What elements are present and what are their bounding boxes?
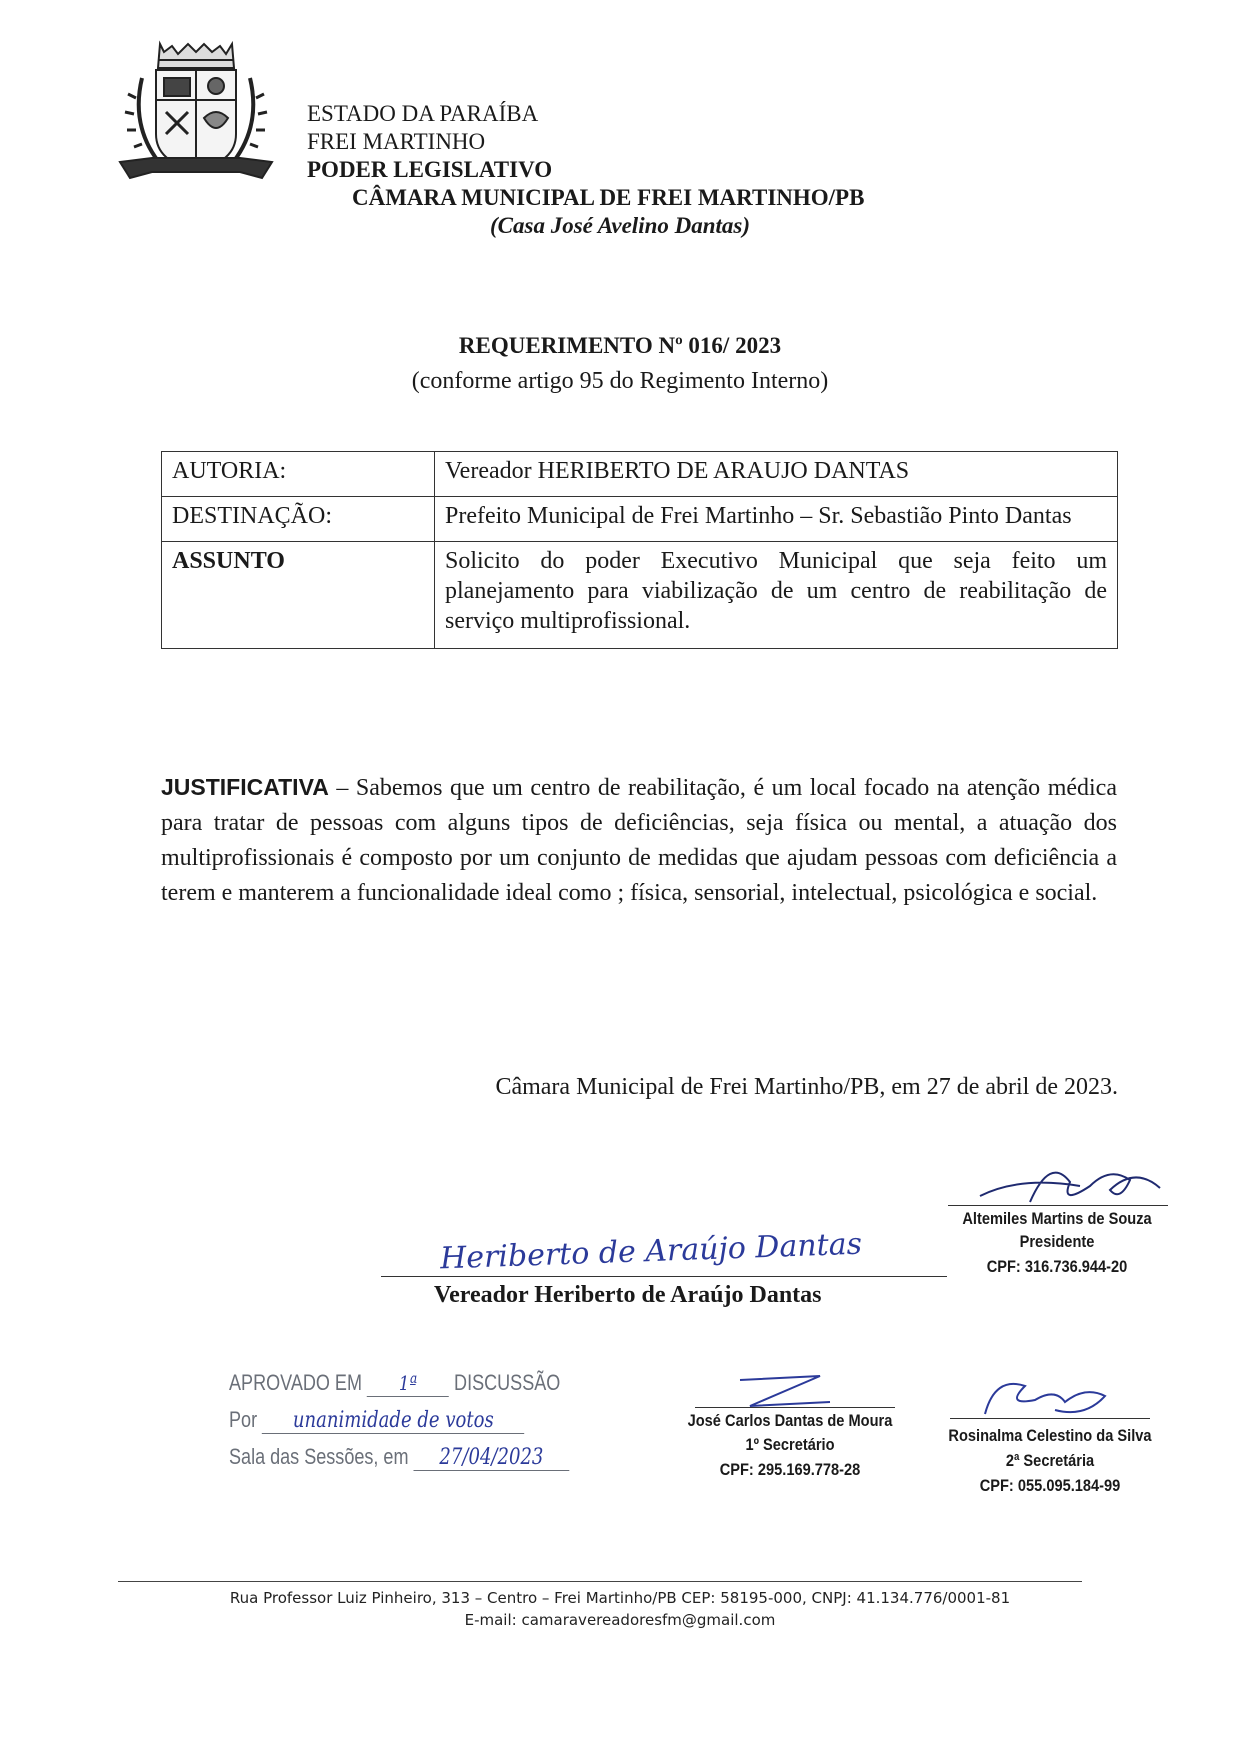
president-name: Altemiles Martins de Souza [962, 1209, 1152, 1228]
secretary1-name: José Carlos Dantas de Moura [687, 1411, 893, 1430]
stamp-line-by: Por unanimidade de votos [229, 1407, 525, 1434]
header-power: PODER LEGISLATIVO [307, 157, 553, 182]
header-chamber: CÂMARA MUNICIPAL DE FREI MARTINHO/PB [352, 185, 865, 210]
secretary1-signature-line [695, 1407, 895, 1408]
subject-label: ASSUNTO [162, 542, 435, 649]
author-signature-line [381, 1276, 947, 1277]
author-name: Vereador Heriberto de Araújo Dantas [434, 1282, 822, 1308]
stamp-line-approved: APROVADO EM 1ª DISCUSSÃO [229, 1370, 561, 1395]
president-cpf: CPF: 316.736.944-20 [986, 1257, 1128, 1276]
header-state: ESTADO DA PARAÍBA [307, 101, 539, 126]
header-city: FREI MARTINHO [307, 129, 486, 154]
destination-value: Prefeito Municipal de Frei Martinho – Sr. Sebastião Pinto Dantas [435, 497, 1118, 542]
document-subtitle: (conforme artigo 95 do Regimento Interno) [411, 368, 829, 394]
place-date: Câmara Municipal de Frei Martinho/PB, em 27 de abril de 2023. [495, 1074, 1118, 1100]
coat-of-arms-icon [112, 38, 280, 188]
table-row [162, 497, 1118, 542]
secretary2-cpf: CPF: 055.095.184-99 [979, 1476, 1121, 1495]
secretary2-role: 2ª Secretária [1005, 1451, 1095, 1470]
footer-email: E-mail: camaravereadoresfm@gmail.com [464, 1611, 776, 1629]
secretary1-role: 1º Secretário [745, 1435, 835, 1454]
author-handwritten-signature: Heriberto de Araújo Dantas [439, 1226, 863, 1277]
table-row [162, 542, 1118, 649]
secretary1-cpf: CPF: 295.169.778-28 [719, 1460, 861, 1479]
secretary2-signature-line [950, 1418, 1150, 1419]
header-house: (Casa José Avelino Dantas) [490, 213, 751, 238]
stamp-line-session: Sala das Sessões, em 27/04/2023 [229, 1444, 569, 1471]
secretary2-name: Rosinalma Celestino da Silva [948, 1426, 1152, 1445]
secretary1-signature-icon [730, 1366, 840, 1416]
info-table [161, 451, 1118, 649]
footer-divider [118, 1581, 1082, 1582]
justification-paragraph [161, 770, 1117, 911]
footer-address: Rua Professor Luiz Pinheiro, 313 – Centro – Frei Martinho/PB CEP: 58195-000, CNPJ: 41.134.776/0001-81 [229, 1589, 1011, 1607]
table-row [162, 452, 1118, 497]
document-title: REQUERIMENTO Nº 016/ 2023 [458, 333, 782, 358]
justification-label: JUSTIFICATIVA [161, 774, 329, 800]
president-role: Presidente [1019, 1232, 1095, 1251]
subject-value: Solicito do poder Executivo Municipal que seja feito um planejamento para viabilização de um centro de reabilitação de serviço multiprofissional. [435, 542, 1118, 649]
president-signature-line [948, 1205, 1168, 1206]
secretary2-signature-icon [965, 1366, 1115, 1426]
authorship-value: Vereador HERIBERTO DE ARAUJO DANTAS [435, 452, 1118, 497]
destination-label: DESTINAÇÃO: [162, 497, 435, 542]
authorship-label: AUTORIA: [162, 452, 435, 497]
justification-text: – Sabemos que um centro de reabilitação, é um local focado na atenção médica para tratar de pessoas com alguns tipos de deficiências, seja física ou mental, a atuação dos multiprofissionais é composto por um conjunto de medidas que ajudam pessoas com deficiência a terem e manterem a funcionalidade ideal como ; física, sensorial, intelectual, psicológica e social. [161, 775, 1117, 906]
